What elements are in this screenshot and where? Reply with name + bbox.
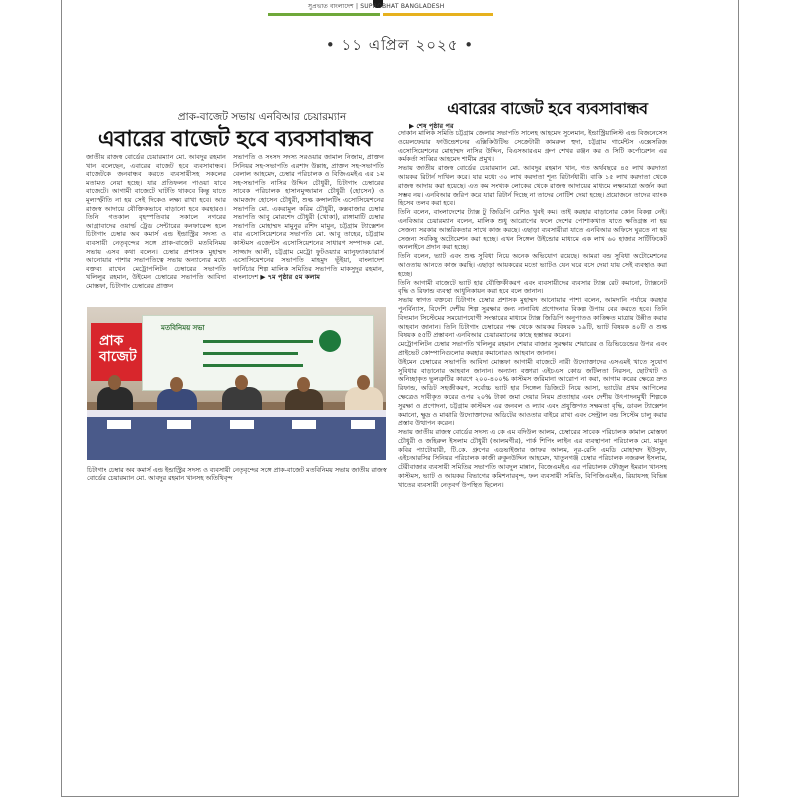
photo-banner-line	[203, 352, 298, 355]
continued-note-text: ৭ম পৃষ্ঠার ৫ম কলাম	[267, 273, 320, 282]
photo-person-head	[357, 375, 370, 390]
story-headline: এবারের বাজেট হবে ব্যবসাবান্ধব	[97, 127, 373, 152]
masthead	[268, 0, 493, 18]
story-paragraph: দোকান মালিক সমিতি চট্টগ্রাম জেলার সভাপতি সালেহ আহমেদ সুলেমান, ইন্ডাস্ট্রিয়ালিস্ট এন্ড বিজনেসেস ওয়েলফেয়ার ফাউন্ডেশনের এক্সিকিউটিভ সেক্রেটারী কামরুল হুদা, চট্টগ্রাম গার্মেন্টস এক্সেসরিজ এসোসিয়েশনের মোহাম্মদ নাসির উদ্দিন, বিএসআরএম গ্রুপ শেখর রঞ্জন কর ও সিটি কর্পোরেশন এর কর্মকর্তা সাব্বির আহমেদ শামীম প্রমুখ।	[398, 129, 667, 164]
story-column-2	[233, 153, 384, 303]
story-paragraph: তিনি আগামী বাজেটে ভ্যাট হার যৌক্তিকীকরণ এবং ব্যবসায়ীদের ব্যবসার ট্যাক্স রেট কমানো, ট্যাক্সনেট বৃদ্ধি ও রিফান্ড ব্যবস্থা আধুনিকায়ন করা হবে বলে জানান।	[398, 278, 667, 296]
photo-person-head	[170, 377, 183, 392]
continued-story-headline: এবারের বাজেট হবে ব্যবসাবান্ধব	[447, 99, 648, 118]
story-paragraph: মেট্রোপলিটন চেম্বার সভাপতি খলিলুর রহমান শেয়ার বাজার সুরক্ষায় শেয়ারের ও ডিভিডেন্ডের উপর এবং প্রাইভেট কোম্পানিগুলোর করহার কমানোরও আহবান জানান।	[398, 340, 667, 357]
story-kicker: প্রাক-বাজেট সভায় এনবিআর চেয়ারম্যান	[177, 111, 347, 123]
story-paragraph: তিনি বলেন, বাংলাদেশের ট্যাক্স টু জিডিপি রেশিও খুবই কম। তাই করহার বাড়ানোর কোন বিকল্প নেই। এনবিআর চেয়ারম্যান বলেন, মালিক শুধু আরোপের ফলে দেশের পোশাকখাত যাতে ক্ষতিগ্রস্ত না হয় সেজন্য সরকার আন্তরিকতার সাথে কাজ করছে। এছাড়া ব্যবসায়ীরা যাতে এনবিআর অফিসে ঘুরতে না হয় সেজন্য সবকিছু অটোমেশন করা হচ্ছে। এখন সিঙ্গেল উইন্ডোর মাধ্যমে এক লাখ ৬০ হাজার সার্টিফিকেট অনলাইনে প্রদান করা হচ্ছে।	[398, 208, 667, 252]
page-date: • ১১ এপ্রিল ২০২৫ •	[325, 36, 475, 54]
photo-banner-line	[203, 364, 303, 367]
event-photo	[87, 307, 386, 460]
masthead-yellow-bar	[383, 13, 493, 16]
photo-name-card	[107, 420, 131, 429]
photo-logo-green	[319, 330, 341, 352]
photo-banner-title: মতবিনিময় সভা	[161, 324, 205, 332]
continued-from-note: ▶ শেষ পৃষ্ঠার পর	[409, 122, 454, 130]
photo-badge-line1: প্রাক	[99, 333, 124, 349]
masthead-subtitle: সুপ্রভাত বাংলাদেশ | SUPROBHAT BANGLADESH	[308, 3, 445, 10]
photo-person-head	[108, 375, 121, 390]
photo-name-card	[167, 420, 191, 429]
continued-note: ▶ ৭ম পৃষ্ঠার ৫ম কলাম	[260, 273, 320, 282]
story-column-1: জাতীয় রাজস্ব বোর্ডের চেয়ারম্যান মো. আবদুর রহমান খান বলেছেন, এবারের বাজেট হবে ব্যবসাবান্ধব। বাজেটকে জনবান্ধব করতে ব্যবসায়ীসহ সকলের মতামত নেয়া হচ্ছে। যার প্রতিফলন পাওয়া যাবে বাজেটে। আগামী বাজেটে ঘাটতি থাকবে কিন্তু যাতে মূল্যস্ফীতি না হয় সেই দিকেও লক্ষ্য রাখা হবে। আর রাজস্ব আদায়ে যৌক্তিকভাবে বাড়ানো হবে করহারও। তিনি গতকাল বৃহস্পতিবার সকালে নগরের আগ্রাবাদের ওয়ার্ল্ড ট্রেড সেন্টারের কনফারেন্স হলে চিটাগাং চেম্বার অব কমার্স এন্ড ইন্ডাস্ট্রির সদস্য ও ব্যবসায়ী নেতৃবৃন্দের সঙ্গে প্রাক-বাজেট মতবিনিময় সভায় এসব কথা বলেন। চেম্বার প্রশাসক মুহাম্মদ আনোয়ার পাশার সভাপতিত্বে সভায় অন্যান্যের মধ্যে বক্তব্য রাখেন মেট্রোপলিটন চেম্বারের সভাপতি খলিলুর রহমান, উইমেন চেম্বারের সভাপতি আবিদা মোস্তফা, চিটাগাং চেম্বারের প্রাক্তন	[86, 153, 226, 290]
photo-caption: চিটাগাং চেম্বার অব কমার্স এন্ড ইন্ডাস্ট্রির সদস্য ও ব্যবসায়ী নেতৃবৃন্দের সঙ্গে প্রাক-বাজেট মতবিনিময় সভায় জাতীয় রাজস্ব বোর্ডের চেয়ারম্যান মো. আবদুর রহমান খানসহ অতিথিবৃন্দ	[87, 466, 387, 483]
story-paragraph: উইমেন চেম্বারের সভাপতি আবিদা মোস্তফা আগামী বাজেটে নারী উদ্যোক্তাদের এসএমই খাতে সুযোগ সুবিধার বাড়ানোর আহবান জানান। অন্যান্য বক্তারা এইচএস কোড জটিলতা নিরসন, ছোটখাট ও অনিচ্ছাকৃত ভুলত্রুটির কারণে ২০০-৪০০% কাস্টমস জরিমানা আরোপ না করা, আগাম করের ক্ষেত্রে দ্রুত রিফান্ড, অডিট সহজীকরণ, সর্বোচ্চ ভ্যাট হার সিঙ্গেল ডিজিটে নিয়ে আসা, ভ্যাটের প্রথম আপিলের ক্ষেত্রেও দাবীকৃত করের ওপর ২০% টাকা জমা দেয়ার নিয়ম প্রত্যাহার এবং দেশীয় উৎপাদনমুখী শিল্পকে সুরক্ষা ও প্রণোদনা, চট্টগ্রাম কাস্টমস এর জনবল ও ল্যাব এবং প্রযুক্তিগত সক্ষমতা বৃদ্ধি, ডাবল ট্যাক্সেশন কমানো, ক্ষুদ্র ও মাঝারি উদ্যোক্তাদের অডিটের আওতার বাইরে রাখা এবং সেন্ট্রাল বন্ড সিস্টেম চালু করার প্রস্তাব উত্থাপন করেন।	[398, 357, 667, 428]
story-column-2-text: সভাপতি ও সংসদ সদস্য সরওয়ার জামাল নিজাম, প্রাক্তন সিনিয়র সহ-সভাপতি এরশাদ উল্লাহ, প্রাক্তন সহ-সভাপতি বেলাল আহমেদ, চেম্বার পরিচালক ও বিজিএমইএ এর ১ম সহ-সভাপতি নাসির উদ্দিন চৌধুরী, চিটাগাং চেম্বারের সাবেক পরিচালক হাসানমুজ্জামান চৌধুরী (হোসেন) ও আমজাদ হোসেন চৌধুরী, শুল্ক কন্সালটিং এসোসিয়েশনের সভাপতি মো. একরামুল করিম চৌধুরী, কক্সবাজার চেম্বার সভাপতি আবু মোরশেদ চৌধুরী (খোকা), রাঙ্গামাটি চেম্বার সভাপতি মোহাম্মদ মামুনুর রশিদ মামুন, চট্টগ্রাম ট্যাক্সেশন বার এসোসিয়েশনের সভাপতি মো. আবু তাহের, চট্টগ্রাম কাস্টমস এজেন্টস এসোসিয়েশনের সাধারণ সম্পাদক মো. সাজ্জাদ আলী, চট্টগ্রাম মেট্রো ফুটওয়্যার ম্যানুফ্যাকচারার্স এসোসিয়েশনের সভাপতি মাহমুদ ভূঁইয়া, বাংলাদেশ ফার্নিচার শিল্প মালিক সমিতির সভাপতি মাকসুদুর রহমান, বাংলাদেশ	[233, 153, 384, 282]
photo-badge-line2: বাজেট	[99, 349, 137, 365]
photo-name-card	[230, 420, 254, 429]
photo-person-head	[297, 377, 310, 392]
photo-person-head	[235, 375, 248, 390]
story-paragraph: সভায় জাতীয় রাজস্ব বোর্ডের চেয়ারম্যান মো. আবদুর রহমান খান, গত অর্থবছরে ৪৫ লাখ করদাতা আয়কর রিটার্ন দাখিল করে। যার মধ্যে ৩০ লাখ করদাতা শূন্য রিটার্নধারী। বাকি ১৫ লাখ করদাতা থেকে রাজস্ব আদায় করা হয়েছে। এত কম সংখ্যক লোকের থেকে রাজস্ব আদায়ের মাধ্যমে লক্ষ্যমাত্রা অর্জন করা সম্ভব নয়। এনবিআর জরিপ করে যারা রিটার্ন দিচ্ছে না তাদের নোটিশ দেয়া হচ্ছে। প্রয়োজনে তাদের ব্যাংক হিসেব তলব করা হবে।	[398, 164, 667, 208]
photo-name-card	[292, 420, 316, 429]
story-paragraph: সভায় স্বাগত বক্তব্যে চিটাগাং চেম্বার প্রশাসক মুহাম্মদ আনোয়ার পাশা বলেন, আমদানি পর্যায়ে করহার পুনর্বিন্যাস, বিদেশি দেশীয় শিল্প সুরক্ষার জন্য নানাবিধ প্রণোদনার বিকল্প উপায় বের করতে হবে। তিনি বিদ্যমান সিস্টেমের সময়োপযোগী সংস্কারের মাধ্যমে ট্যাক্স জিডিপি অনুপাতও কাঙ্ক্ষিত মাত্রায় উন্নীত করার আহবান জানান। তিনি চিটাগাং চেম্বারের পক্ষ থেকে আয়কর বিষয়ক ১৯টি, ভ্যাট বিষয়ক ৪০টি ও শুল্ক বিষয়ক ৫৫টি প্রস্তাবনা এনবিআর চেয়ারম্যানের কাছে হস্তান্তর করেন।	[398, 296, 667, 340]
story-paragraph: সভায় জাতীয় রাজস্ব বোর্ডের সদস্য এ কে এম বদিউল আলম, চেম্বারের সাবেক পরিচালক কামাল মোস্তফা চৌধুরী ও জহিরুল ইসলাম চৌধুরী (আলমগীর), পার্ক শিপিং লাইন এর ব্যবস্থাপনা পরিচালক মো. মামুন কবির প্যাটোয়ারী, টি.কে. গ্রুপের এডভাইজার জাফর আলম, নূর-রেসি এমডি মোহাম্মদ ইউসুফ, এইচআরসির সিনিয়র পরিচালক কাজী রুকুনউদ্দিন আহমেদ, খাতুনগঞ্জ চেম্বার পরিচালক নজরুল ইসলাম, টেরীবাজার ব্যবসায়ী সমিতির সভাপতি আবদুল মান্নান, বিজেএমইএ এর পরিচালক ফৌজুল ইমরান খানসহ কাস্টমস, ভ্যাট ও আয়কর বিভাগের কমিশনারবৃন্দ, ফল ব্যবসায়ী সমিতি, বিপিজিএমইএ, রিয়াযসহ বিভিন্ন খাতের ব্যবসায়ী নেতৃবর্গ উপস্থিত ছিলেন।	[398, 428, 667, 489]
photo-name-card	[351, 420, 375, 429]
photo-banner-line	[203, 340, 313, 343]
story-paragraph: তিনি বলেন, ভ্যাট এবং শুল্ক সুবিধা নিয়ে অনেক অভিযোগ রয়েছে। আমরা বন্ড সুবিধা অটোমেশনের আওতায় আনতে কাজ করছি। এছাড়া আয়করের মতো ভ্যাটও যেন ঘরে বসে দেয়া যায় সেই ব্যবস্থাও করা হচ্ছে।	[398, 252, 667, 278]
continued-story-body	[398, 129, 667, 749]
masthead-green-bar	[268, 13, 380, 16]
